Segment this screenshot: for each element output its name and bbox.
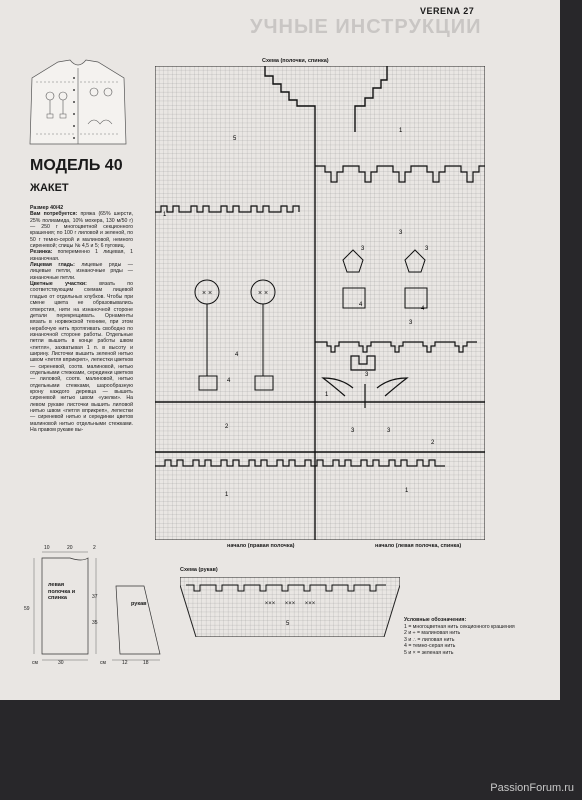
zone-label: 5 — [233, 136, 237, 142]
legend-item: 1 = многоцветная нить секционного крашения — [404, 623, 515, 630]
dim: 30 — [58, 660, 64, 666]
zone-label: 5 — [286, 621, 290, 627]
model-title: МОДЕЛЬ 40 — [30, 157, 123, 174]
legend-item: 2 и ÷ = малиновая нить — [404, 630, 461, 637]
dim: 18 — [143, 660, 149, 666]
garment-title: ЖАКЕТ — [30, 182, 69, 194]
magazine-name: VERENA — [420, 6, 461, 16]
legend-title: Условные обозначения: — [404, 617, 467, 623]
sleeve-schematic-label: рукав — [131, 601, 147, 607]
piece-label: левая полочка и спинка — [48, 582, 76, 601]
rib-text: попеременно 1 лицевая, 1 изнаночная. — [30, 249, 133, 262]
start-left-label: начало (левая полочка, спинка) — [375, 543, 462, 549]
colorwork-label: Цветные участки: — [30, 281, 87, 288]
zone-label: 4 — [359, 302, 363, 308]
zone-label: 3 — [361, 246, 365, 252]
main-chart-title: Схема (полочки, спинка) — [262, 58, 329, 64]
dim: 20 — [67, 545, 73, 551]
zone-label: 4 — [421, 306, 425, 312]
zone-label: 1 — [225, 492, 229, 498]
colorwork-text: вязать по соответствующим схемам лицевой гладью от отдельных клубков. Чтобы при смене цвета не образовывались отверстия, нити на изнаночной стороне детали перекрещивать. Орнаменты вязать в норвежской технике, при этом нерабочую нить протягивать свободно по изнаночной стороне работы. Отдельные петли вышить в конце работы швом «петля», захватывая 1 п. в высоту и ширину. Листочки вышить зеленой нитью швом «петля вприкреп», лепестки цветков — сиреневой, соотв. малиновой, нитью отдельными стежками, серединки цветков — лиловой, соотв. малиновой, нитью отдельными стежками, шарообразную крону каждого деревца — вышить сиреневой нитью швом «узелки». На левом рукаве листочки вышить лиловой нитью швом «петля вприкреп», лепестки — сиреневой нитью и серединки цветов малиновой нитью отдельными стежками. На правом рукаве вы- — [30, 281, 133, 434]
zone-label: 3 — [387, 428, 391, 434]
sleeve-chart-grid — [180, 577, 400, 637]
start-right-label: начало (правая полочка) — [227, 543, 295, 549]
dim: 12 — [122, 660, 128, 666]
jacket-thumbnail — [28, 58, 128, 146]
zone-label: 4 — [235, 352, 239, 358]
size-label: Размер 40/42 — [30, 205, 64, 211]
main-chart-grid — [155, 66, 485, 540]
svg-text:×××: ××× — [284, 601, 296, 607]
site-watermark: PassionForum.ru — [490, 782, 574, 794]
svg-text:×××: ××× — [264, 601, 276, 607]
zone-label: 1 — [163, 212, 167, 218]
stockinette-label: Лицевая гладь: — [30, 262, 75, 269]
zone-label: 2 — [225, 424, 229, 430]
legend-item: 5 и × = зеленая нить — [404, 649, 454, 656]
garment-schematic — [22, 540, 170, 670]
zone-label: 1 — [399, 128, 403, 134]
unit: см — [100, 660, 106, 666]
dim: 2 — [93, 545, 96, 551]
stockinette-text: лицевые ряды — лицевые петли, изнаночные ряды — изнаночные петли. — [30, 262, 133, 281]
zone-label: 3 — [351, 428, 355, 434]
instructions-text — [30, 205, 133, 433]
zone-label: 4 — [227, 378, 231, 384]
zone-label: 2 — [431, 440, 435, 446]
svg-text:× ×: × × — [201, 290, 213, 297]
zone-label: 1 — [405, 488, 409, 494]
sleeve-chart-title: Схема (рукав) — [180, 567, 218, 573]
zone-label: 3 — [409, 320, 413, 326]
zone-label: 3 — [365, 372, 369, 378]
legend-item: 4 = темно-серая нить — [404, 643, 456, 650]
svg-text:× ×: × × — [257, 290, 269, 297]
dim: 35 — [92, 620, 98, 626]
legend — [404, 617, 524, 657]
svg-text:×××: ××× — [304, 601, 316, 607]
bleed-through-title: УЧНЫЕ ИНСТРУКЦИИ — [250, 16, 482, 38]
dim: 37 — [92, 594, 98, 600]
dim: 59 — [24, 606, 30, 612]
legend-item: 3 и ∴ = лиловая нить — [404, 636, 455, 643]
page-number: 27 — [463, 6, 475, 16]
dim: 10 — [44, 545, 50, 551]
needs-label: Вам потребуется: — [30, 211, 78, 218]
zone-label: 3 — [399, 230, 403, 236]
page-header — [420, 6, 474, 16]
zone-label: 3 — [425, 246, 429, 252]
unit: см — [32, 660, 38, 666]
needs-text: пряжа (65% шерсти, 25% полиамида, 10% мохера, 130 м/50 г) — 250 г многоцветной секционного крашения; по 100 г лиловой и зеленой, по 50 г темно-серой и малиновой, немного сиреневой; спицы № 4,5 и 5; 6 пуговиц. — [30, 211, 133, 250]
zone-label: 1 — [325, 392, 329, 398]
rib-label: Резинка: — [30, 249, 53, 256]
